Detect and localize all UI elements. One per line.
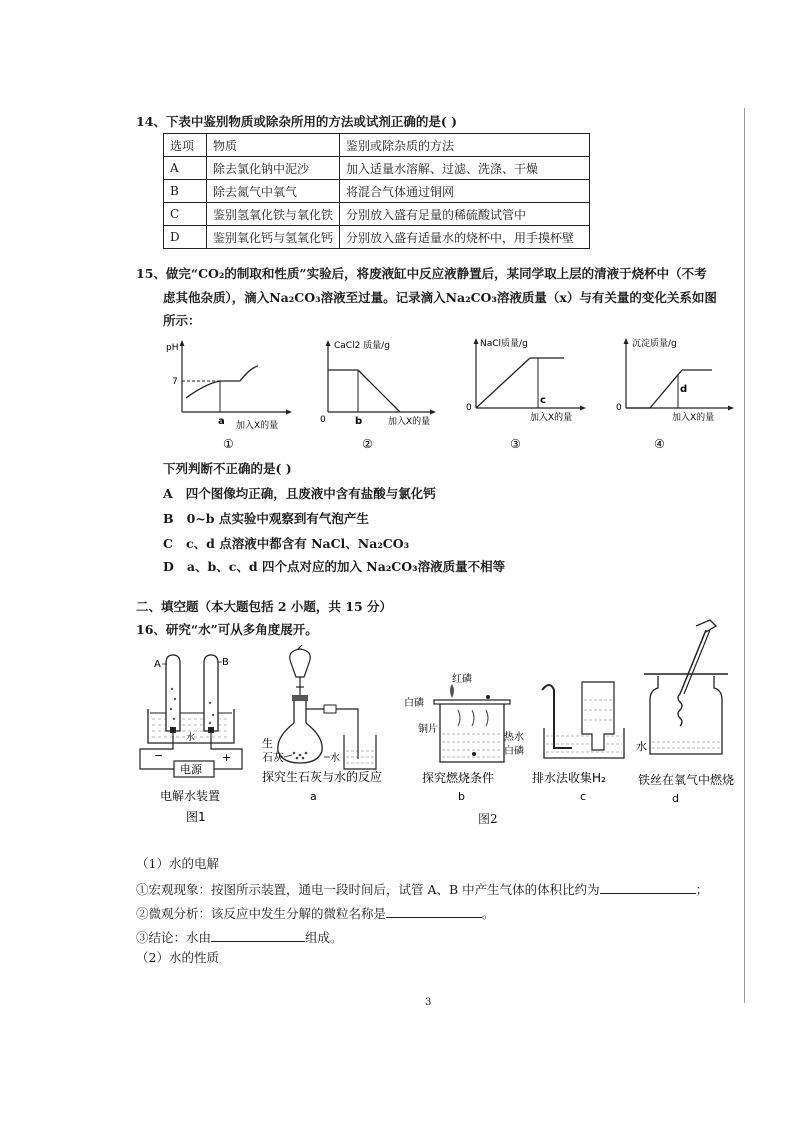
fig-a-caption: 探究生石灰与水的反应 bbox=[262, 770, 383, 784]
fig-d-caption: 铁丝在氧气中燃烧 bbox=[638, 773, 735, 787]
table-row bbox=[164, 226, 590, 249]
q16-line4 bbox=[136, 928, 343, 946]
fig-a-quicklime bbox=[258, 643, 398, 808]
x-axis-label: 加入X的量 bbox=[236, 421, 279, 431]
q16-line3 bbox=[136, 904, 495, 922]
q16-line4-end: 组成。 bbox=[305, 930, 343, 945]
q15-question: 下列判断不正确的是( ) bbox=[163, 461, 292, 476]
q16-line3-end: 。 bbox=[482, 906, 495, 921]
hot-water-label: 热水 bbox=[504, 732, 524, 743]
tube-b-label: B bbox=[222, 657, 229, 668]
option-letter: A bbox=[163, 486, 173, 501]
origin-0: 0 bbox=[320, 415, 326, 425]
table-row bbox=[164, 180, 590, 203]
row-option: C bbox=[164, 203, 207, 226]
q16-line4-text: ③结论：水由 bbox=[136, 930, 212, 945]
water-label: 水 bbox=[636, 740, 647, 753]
q16-line2-end: ； bbox=[695, 882, 709, 897]
row-substance: 鉴别氢氧化铁与氧化铁 bbox=[207, 203, 340, 226]
table-row bbox=[164, 203, 590, 226]
fig-c-h2-collection bbox=[528, 670, 636, 808]
graph-number: ② bbox=[362, 437, 373, 451]
point-a: a bbox=[218, 416, 225, 427]
header-method: 鉴别或除杂质的方法 bbox=[340, 134, 590, 157]
tube-a-label: A bbox=[154, 659, 161, 670]
option-text: 四个图像均正确，且废液中含有盐酸与氯化钙 bbox=[185, 486, 436, 501]
power-label: 电源 bbox=[180, 763, 202, 776]
header-option: 选项 bbox=[164, 134, 207, 157]
q14-table bbox=[163, 133, 590, 249]
option-b bbox=[163, 511, 369, 527]
lime-label-2: 石灰 bbox=[262, 751, 284, 764]
fig-b-letter: b bbox=[458, 790, 465, 803]
axis-label-nacl: NaCl质量/g bbox=[480, 339, 528, 349]
origin-0: 0 bbox=[466, 403, 472, 413]
row-method: 分别放入盛有适量水的烧杯中，用手摸杯壁 bbox=[340, 226, 590, 249]
option-c bbox=[163, 536, 409, 552]
fig2-title: 图2 bbox=[478, 812, 498, 826]
axis-label-cacl2: CaCl2 质量/g bbox=[334, 341, 390, 351]
fig-c-caption: 排水法收集H₂ bbox=[532, 771, 606, 785]
q15-stem-line3: 所示： bbox=[163, 313, 201, 328]
axis-label-ph: pH bbox=[166, 343, 179, 353]
table-header-row bbox=[164, 134, 590, 157]
header-substance: 物质 bbox=[207, 134, 340, 157]
option-d bbox=[163, 559, 505, 575]
q16-line2-text: ①宏观现象：按图所示装置，通电一段时间后，试管 A、B 中产生气体的体积比约为 bbox=[136, 882, 600, 897]
graph-cacl2 bbox=[308, 336, 443, 452]
q16-stem: 16、研究“水”可从多角度展开。 bbox=[136, 622, 318, 637]
row-method: 加入适量水溶解、过滤、洗涤、干燥 bbox=[340, 157, 590, 180]
fig1-electrolysis bbox=[136, 643, 256, 828]
origin-0: 0 bbox=[616, 403, 622, 413]
margin-rule bbox=[744, 108, 745, 1003]
x-axis-label: 加入X的量 bbox=[388, 417, 431, 427]
point-d: d bbox=[680, 384, 688, 395]
white-p2-label: 白磷 bbox=[504, 746, 524, 757]
q16-part2: （2）水的性质 bbox=[136, 950, 219, 965]
point-b: b bbox=[355, 416, 363, 427]
option-a bbox=[163, 486, 436, 502]
q15-stem-line1: 15、做完“CO₂的制取和性质”实验后，将废液缸中反应液静置后，某同学取上层的清液于烧杯中（不考 bbox=[136, 266, 707, 281]
x-axis-label: 加入X的量 bbox=[530, 413, 573, 423]
point-c: c bbox=[540, 395, 546, 406]
row-option: D bbox=[164, 226, 207, 249]
plus-sign: + bbox=[222, 751, 232, 764]
water-label: 水 bbox=[330, 753, 340, 764]
q16-line2 bbox=[136, 880, 708, 898]
white-p-label: 白磷 bbox=[404, 698, 424, 709]
graph-number: ③ bbox=[510, 437, 521, 451]
row-option: A bbox=[164, 157, 207, 180]
fig-b-combustion bbox=[400, 670, 525, 808]
red-p-label: 红磷 bbox=[452, 674, 472, 685]
graph-number: ④ bbox=[654, 437, 665, 451]
q16-part1: （1）水的电解 bbox=[136, 856, 219, 871]
minus-sign: − bbox=[154, 749, 164, 762]
row-method: 分别放入盛有足量的稀硫酸试管中 bbox=[340, 203, 590, 226]
graph-precipitate bbox=[612, 334, 742, 452]
q15-stem-line2: 虑其他杂质），滴入Na₂CO₃溶液至过量。记录滴入Na₂CO₃溶液质量（x）与有关量的变化关系如图 bbox=[163, 290, 717, 305]
water-label: 水 bbox=[186, 733, 196, 743]
option-letter: C bbox=[163, 536, 173, 551]
fig-a-letter: a bbox=[310, 790, 317, 803]
option-text: c、d 点溶液中都含有 NaCl、Na₂CO₃ bbox=[186, 536, 410, 551]
fig-d-letter: d bbox=[672, 792, 679, 805]
table-row bbox=[164, 157, 590, 180]
option-letter: D bbox=[163, 559, 174, 574]
fig-d-iron-wire bbox=[636, 618, 744, 808]
axis-label-precipitate: 沉淀质量/g bbox=[632, 339, 677, 349]
fig1-caption: 电解水装置 bbox=[160, 789, 221, 803]
graph-number: ① bbox=[223, 437, 234, 451]
lime-label-1: 生 bbox=[262, 737, 273, 750]
answer-blank-composition[interactable] bbox=[211, 928, 305, 942]
option-text: a、b、c、d 四个点对应的加入 Na₂CO₃溶液质量不相等 bbox=[186, 559, 506, 574]
x-axis-label: 加入X的量 bbox=[672, 413, 715, 423]
row-option: B bbox=[164, 180, 207, 203]
page-number: 3 bbox=[425, 997, 432, 1008]
q16-line3-text: ②微观分析：该反应中发生分解的微粒名称是 bbox=[136, 906, 387, 921]
fig-b-caption: 探究燃烧条件 bbox=[422, 771, 495, 785]
answer-blank-particle[interactable] bbox=[386, 904, 482, 918]
option-text: 0~b 点实验中观察到有气泡产生 bbox=[186, 511, 369, 526]
section-title: 二、填空题（本大题包括 2 小题，共 15 分） bbox=[136, 599, 393, 614]
fig-c-letter: c bbox=[580, 790, 587, 803]
graph-nacl bbox=[460, 334, 595, 452]
option-letter: B bbox=[163, 511, 174, 526]
row-substance: 除去氯化钠中泥沙 bbox=[207, 157, 340, 180]
tick-7: 7 bbox=[172, 377, 178, 387]
copper-label: 铜片 bbox=[418, 724, 438, 735]
row-method: 将混合气体通过铜网 bbox=[340, 180, 590, 203]
graph-ph bbox=[160, 336, 295, 452]
q14-stem: 14、下表中鉴别物质或除杂所用的方法或试剂正确的是( ) bbox=[136, 114, 458, 129]
row-substance: 除去氮气中氧气 bbox=[207, 180, 340, 203]
answer-blank-ratio[interactable] bbox=[600, 880, 696, 894]
row-substance: 鉴别氧化钙与氢氧化钙 bbox=[207, 226, 340, 249]
fig1-title: 图1 bbox=[186, 810, 206, 824]
